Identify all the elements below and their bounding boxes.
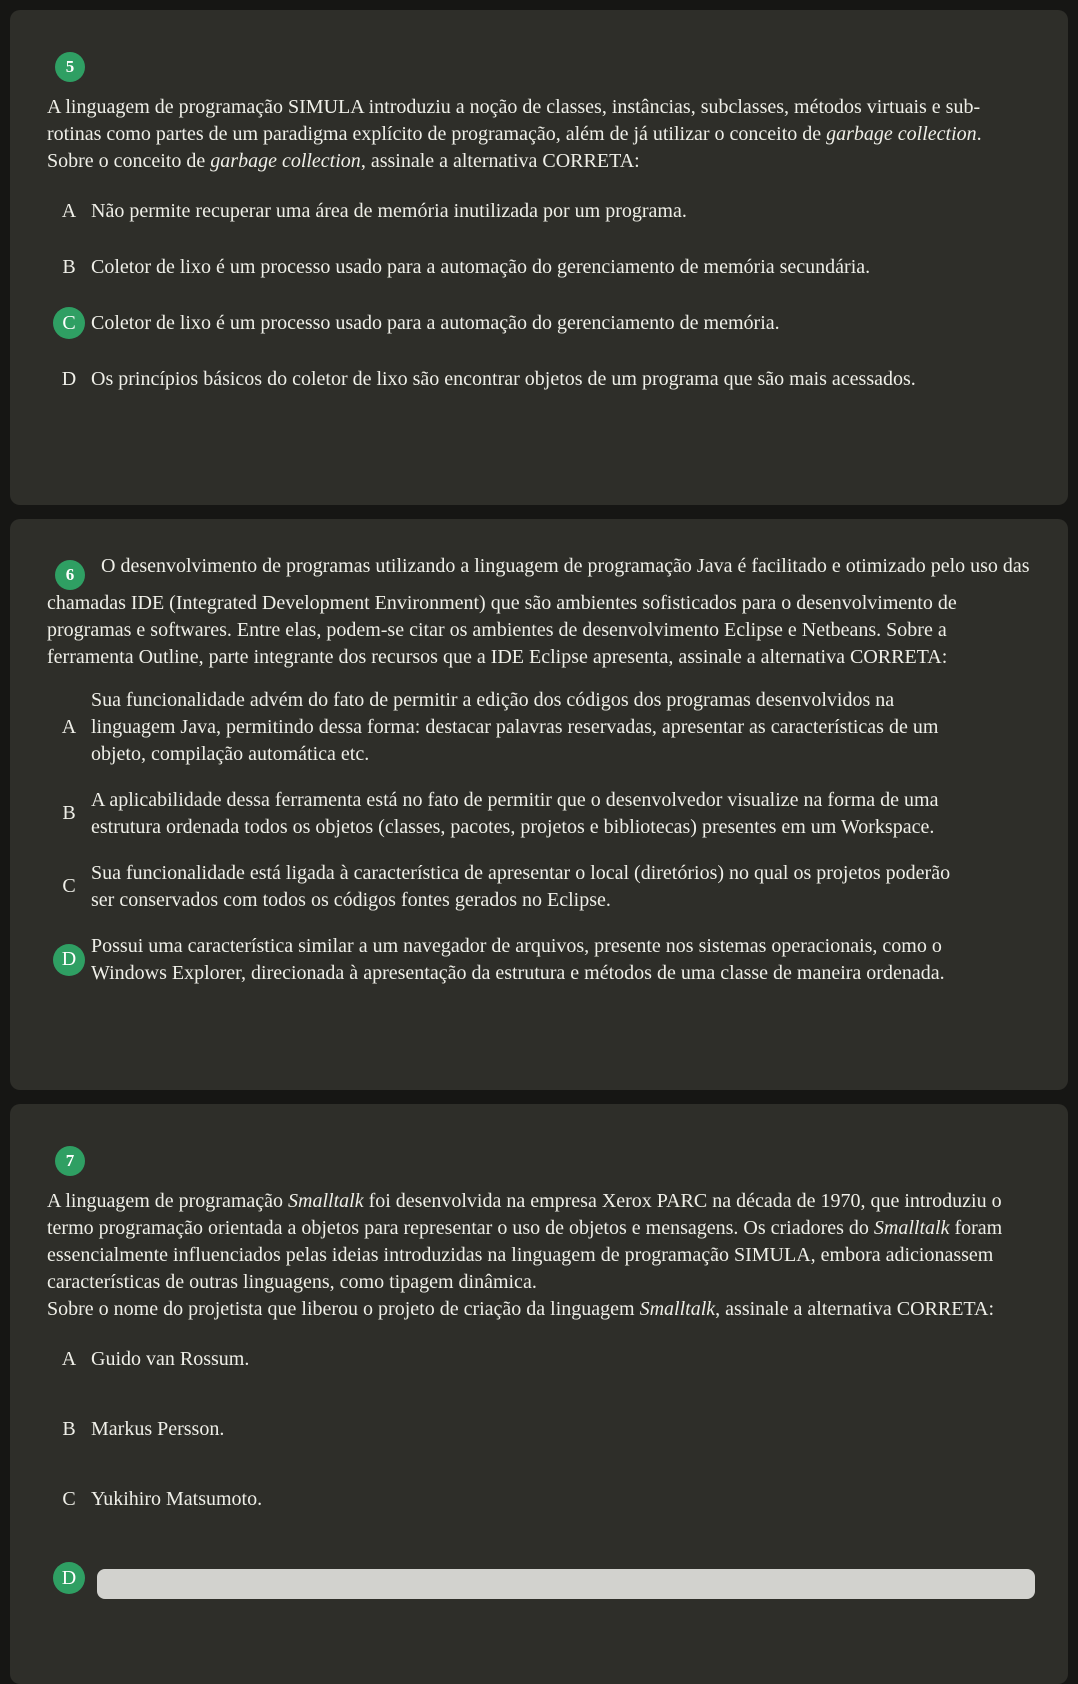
- question-prompt-text: O desenvolvimento de programas utilizando a linguagem de programação Java é facilitado e otimizado pelo uso das chamadas IDE (Integrated Development Environment) que são ambientes sofisticados para o desenvolvimento de programas e softwares. Entre elas, podem-se citar os ambientes de desenvolvimento Eclipse e Netbeans. Sobre a ferramenta Outline, parte integrante dos recursos que a IDE Eclipse apresenta, assinale a alternativa CORRETA:: [47, 555, 1030, 668]
- question-prompt: A linguagem de programação Smalltalk foi desenvolvida na empresa Xerox PARC na década de 1970, que introduziu o termo programação orientada a objetos para representar o uso de objetos e mensagens. Os criadores do Smalltalk foram essencialmente influenciados pelas ideias introduzidas na linguagem de programação SIMULA, embora adicionassem características de outras linguagens, como tipagem dinâmica. Sobre o nome do projetista que liberou o projeto de criação da linguagem Smalltalk, assinale a alternativa CORRETA:: [47, 1190, 1003, 1320]
- option-text: Possui uma característica similar a um navegador de arquivos, presente nos sistemas operacionais, como o Windows Explorer, direcionada à apresentação da estrutura e métodos de uma classe de maneira ordenada.: [91, 934, 945, 984]
- option-letter: [47, 1483, 91, 1515]
- option-text: Yukihiro Matsumoto.: [91, 1487, 263, 1510]
- answer-option-a[interactable]: [47, 1343, 1032, 1375]
- question-number-text: 5: [65, 57, 75, 76]
- option-letter-selected-marker: [53, 944, 85, 976]
- option-letter: [47, 871, 91, 903]
- answer-option-d-selected[interactable]: [47, 933, 1032, 987]
- option-letter-text: A: [61, 1347, 77, 1370]
- question-number-text: 6: [65, 565, 75, 584]
- option-text: Sua funcionalidade advém do fato de permitir a edição dos códigos dos programas desenvolvidos na linguagem Java, permitindo dessa forma: destacar palavras reservadas, apresentar as características de um objeto, compilação automática etc.: [91, 688, 939, 765]
- option-letter-text: B: [62, 802, 76, 824]
- option-letter-text: C: [62, 311, 76, 334]
- answer-options: [47, 195, 1032, 395]
- answer-options: [47, 1343, 1032, 1515]
- option-letter: [47, 711, 91, 743]
- question-number-badge: [55, 560, 85, 590]
- option-letter-text: C: [62, 875, 76, 897]
- option-text: Coletor de lixo é um processo usado para a automação do gerenciamento de memória secundária.: [91, 255, 871, 278]
- option-letter-text: B: [62, 255, 76, 278]
- option-letter-text: A: [61, 715, 77, 738]
- question-card-6: [10, 519, 1068, 1090]
- question-number-badge: [55, 52, 85, 82]
- option-text: Sua funcionalidade está ligada à característica de apresentar o local (diretórios) no qual os projetos poderão ser conservados com todos os códigos fontes gerados no Eclipse.: [91, 861, 951, 911]
- answer-option-b[interactable]: [47, 787, 1032, 841]
- answer-option-a[interactable]: [47, 195, 1032, 227]
- option-text: Os princípios básicos do coletor de lixo são encontrar objetos de um programa que são mais acessados.: [91, 367, 916, 390]
- option-letter-selected-marker: [53, 1562, 85, 1594]
- answer-options: [47, 687, 1032, 987]
- option-letter-text: D: [61, 367, 77, 390]
- option-text: Guido van Rossum.: [91, 1347, 250, 1370]
- answer-option-c-selected[interactable]: [47, 307, 1032, 339]
- option-letter: [47, 195, 91, 227]
- answer-option-b[interactable]: [47, 251, 1032, 283]
- option-text: A aplicabilidade dessa ferramenta está no fato de permitir que o desenvolvedor visualize na forma de uma estrutura ordenada todos os objetos (classes, pacotes, projetos e bibliotecas) presentes em um Workspace.: [91, 788, 939, 838]
- answer-option-b[interactable]: [47, 1413, 1032, 1445]
- option-letter-text: C: [62, 1487, 76, 1510]
- option-letter-text: A: [61, 199, 77, 222]
- answer-option-c[interactable]: [47, 1483, 1032, 1515]
- option-letter: [47, 363, 91, 395]
- option-letter: [47, 798, 91, 830]
- option-text: Não permite recuperar uma área de memória inutilizada por um programa.: [91, 199, 687, 222]
- option-letter-selected-marker: [53, 307, 85, 339]
- question-prompt: A linguagem de programação SIMULA introduziu a noção de classes, instâncias, subclasses, métodos virtuais e sub-rotinas como partes de um paradigma explícito de programação, além de já utilizar o conceito de garbage collection. Sobre o conceito de garbage collection, assinale a alternativa CORRETA:: [47, 96, 982, 172]
- option-letter: [47, 251, 91, 283]
- answer-option-c[interactable]: [47, 860, 1032, 914]
- option-letter-text: B: [62, 1417, 76, 1440]
- answer-option-a[interactable]: [47, 687, 1032, 768]
- option-letter-text: D: [61, 1566, 77, 1589]
- question-prompt: [47, 553, 1032, 671]
- question-number-badge: [55, 1146, 85, 1176]
- question-number-text: 7: [65, 1151, 75, 1170]
- question-card-5: [10, 10, 1068, 505]
- option-letter-text: D: [61, 948, 77, 970]
- option-text: Markus Persson.: [91, 1417, 225, 1440]
- option-letter: [47, 1413, 91, 1445]
- answer-option-d[interactable]: [47, 363, 1032, 395]
- option-text: Coletor de lixo é um processo usado para a automação do gerenciamento de memória.: [91, 311, 780, 334]
- answer-option-d-partial[interactable]: [47, 1562, 1037, 1599]
- option-letter: [47, 1343, 91, 1375]
